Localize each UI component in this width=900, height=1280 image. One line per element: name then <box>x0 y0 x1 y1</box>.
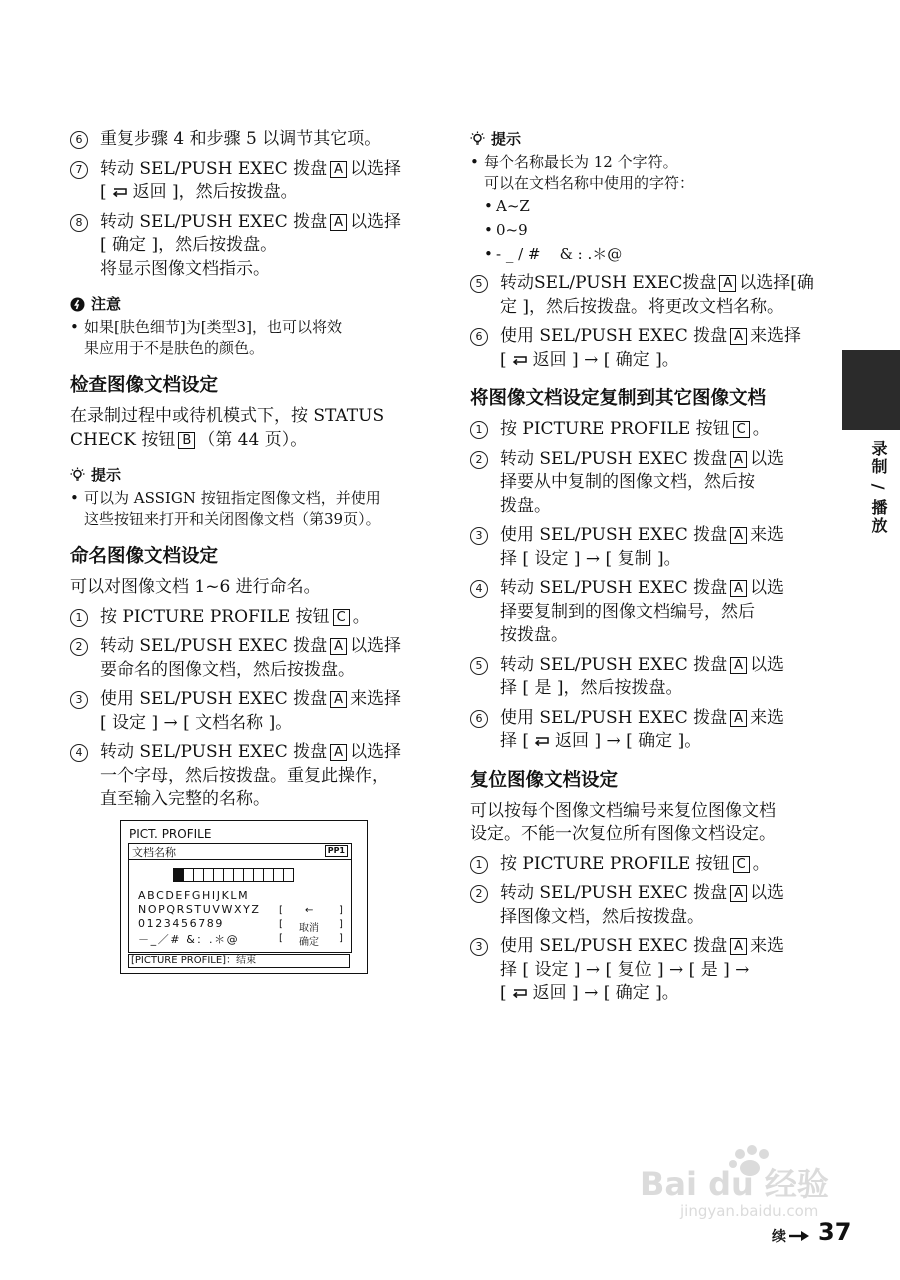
return-icon <box>511 350 529 361</box>
return-icon <box>111 182 129 193</box>
name-step-6: 6 使用 SEL/PUSH EXEC 拨盘 A 来选择 [ 返回 ] → [ 确定 ]。 <box>470 325 818 372</box>
tip-title: 提示 <box>70 464 420 486</box>
arrow-right-icon <box>788 1230 810 1242</box>
copy-step-1: 1 按 PICTURE PROFILE 按钮 C 。 <box>470 418 818 442</box>
lcd-title: PICT. PROFILE <box>129 826 212 841</box>
section-heading-copy: 将图像文档设定复制到其它图像文档 <box>470 388 767 409</box>
lcd-footer: [PICTURE PROFILE]：结束 <box>128 954 350 968</box>
key-a-icon: A <box>330 214 347 231</box>
lcd-row-letters-1: ABCDEFGHIJKLM <box>138 888 250 902</box>
name-step-2: 2 转动 SEL/PUSH EXEC 拨盘 A 以选择 要命名的图像文档，然后按拨盘。 <box>70 635 420 682</box>
section-heading-reset: 复位图像文档设定 <box>470 769 619 791</box>
section-reset-intro: 可以按每个图像文档编号来复位图像文档 设定。不能一次复位所有图像文档设定。 <box>470 800 776 844</box>
reset-step-1: 1 按 PICTURE PROFILE 按钮 C 。 <box>470 853 818 877</box>
side-tab-label: 录制 / 播放 <box>869 440 888 535</box>
reset-step-2: 2 转动 SEL/PUSH EXEC 拨盘 A 以选 择图像文档，然后按拨盘。 <box>470 882 818 929</box>
side-tab <box>842 350 900 430</box>
lightbulb-icon <box>70 467 85 483</box>
key-a-icon: A <box>730 657 747 674</box>
step-number: 6 <box>70 131 88 149</box>
lcd-label: 文档名称 <box>132 845 176 859</box>
key-a-icon: A <box>730 710 747 727</box>
tip-title: 提示 <box>470 128 818 150</box>
section-name-intro: 可以对图像文档 1~6 进行命名。 <box>70 577 321 597</box>
name-step-3: 3 使用 SEL/PUSH EXEC 拨盘 A 来选择 [ 设定 ] → [ 文档名称 ]。 <box>70 688 420 735</box>
key-c-icon: C <box>733 856 750 873</box>
continued-label: 续 <box>772 1226 810 1246</box>
tip-text: • 可以为 ASSIGN 按钮指定图像文档，并使用 这些按钮来打开和关闭图像文档（第39页）。 <box>70 488 420 530</box>
baidu-watermark <box>640 1140 840 1220</box>
section-heading-check: 检查图像文档设定 <box>70 375 219 396</box>
section-check-text: 在录制过程中或待机模式下，按 STATUS CHECK 按钮 B （第 44 页）。 <box>70 406 385 450</box>
char-set-symbols: • - _ / # & : .＊@ <box>470 242 818 266</box>
lcd-panel: 文档名称 PP1 ABCDEFGHIJKLM NOPQRSTUVWXYZ 0123456789 －_／# &：.＊@ [ ← ] [ 取消 ] [ 确定 ] <box>128 843 352 953</box>
copy-step-4: 4 转动 SEL/PUSH EXEC 拨盘 A 以选 择要复制到的图像文档编号，然后 按拨盘。 <box>470 577 818 648</box>
lightbulb-icon <box>470 131 485 147</box>
key-a-icon: A <box>330 744 347 761</box>
key-a-icon: A <box>730 527 747 544</box>
left-column <box>70 128 420 974</box>
char-set-digits: • 0~9 <box>470 218 818 242</box>
watermark-url: jingyan.baidu.com <box>680 1202 819 1220</box>
name-step-4: 4 转动 SEL/PUSH EXEC 拨盘 A 以选择 一个字母，然后按拨盘。重复此操作， 直至输入完整的名称。 <box>70 741 420 812</box>
step-6: 6 重复步骤 4 和步骤 5 以调节其它项。 <box>70 128 420 152</box>
pp1-badge: PP1 <box>325 845 348 857</box>
key-c-icon: C <box>733 421 750 438</box>
caution-text: • 如果[肤色细节]为[类型3]，也可以将效 果应用于不是肤色的颜色。 <box>70 317 420 359</box>
right-column <box>470 128 818 1012</box>
name-step-5: 5 转动SEL/PUSH EXEC拨盘 A 以选择[确 定 ]，然后按拨盘。将更改文档名称。 <box>470 272 818 319</box>
caution-title: 注意 <box>70 293 420 315</box>
lcd-divider <box>129 859 351 860</box>
tip-text: • 每个名称最长为 12 个字符。 <box>470 152 818 173</box>
char-set-letters: • A~Z <box>470 194 818 218</box>
key-c-icon: C <box>333 609 350 626</box>
tip-text-2: 可以在文档名称中使用的字符： <box>484 174 695 192</box>
step-8: 8 转动 SEL/PUSH EXEC 拨盘 A 以选择 [ 确定 ]，然后按拨盘。 将显示图像文档指示。 <box>70 211 420 282</box>
section-heading-name: 命名图像文档设定 <box>70 546 219 567</box>
return-icon <box>511 983 529 994</box>
key-a-icon: A <box>730 580 747 597</box>
caution-icon <box>70 297 85 312</box>
lcd-row-digits: 0123456789 <box>138 916 224 930</box>
key-a-icon: A <box>719 275 736 292</box>
lcd-row-letters-2: NOPQRSTUVWXYZ <box>138 902 261 916</box>
key-a-icon: A <box>730 885 747 902</box>
key-a-icon: A <box>730 451 747 468</box>
key-a-icon: A <box>730 938 747 955</box>
step-7: 7 转动 SEL/PUSH EXEC 拨盘 A 以选择 [ 返回 ]，然后按拨盘。 <box>70 158 420 205</box>
key-a-icon: A <box>330 638 347 655</box>
key-b-icon: B <box>178 432 195 449</box>
lcd-row-symbols: －_／# &：.＊@ <box>138 932 240 946</box>
copy-step-6: 6 使用 SEL/PUSH EXEC 拨盘 A 来选 择 [ 返回 ] → [ 确定 ]。 <box>470 707 818 754</box>
copy-step-5: 5 转动 SEL/PUSH EXEC 拨盘 A 以选 择 [ 是 ]，然后按拨盘。 <box>470 654 818 701</box>
lcd-screen <box>120 820 368 974</box>
copy-step-2: 2 转动 SEL/PUSH EXEC 拨盘 A 以选 择要从中复制的图像文档，然后按 拨盘。 <box>470 448 818 519</box>
copy-step-3: 3 使用 SEL/PUSH EXEC 拨盘 A 来选 择 [ 设定 ] → [ 复制 ]。 <box>470 524 818 571</box>
reset-step-3: 3 使用 SEL/PUSH EXEC 拨盘 A 来选 择 [ 设定 ] → [ 复位 ] → [ 是 ] → [ 返回 ] → [ 确定 ]。 <box>470 935 818 1006</box>
key-a-icon: A <box>330 161 347 178</box>
page-number: 37 <box>818 1218 852 1246</box>
watermark-brand: Bai du 经验 <box>640 1165 829 1203</box>
key-a-icon: A <box>730 328 747 345</box>
name-entry-boxes <box>173 868 293 882</box>
name-step-1: 1 按 PICTURE PROFILE 按钮 C 。 <box>70 606 420 630</box>
key-a-icon: A <box>330 691 347 708</box>
return-icon <box>533 731 551 742</box>
